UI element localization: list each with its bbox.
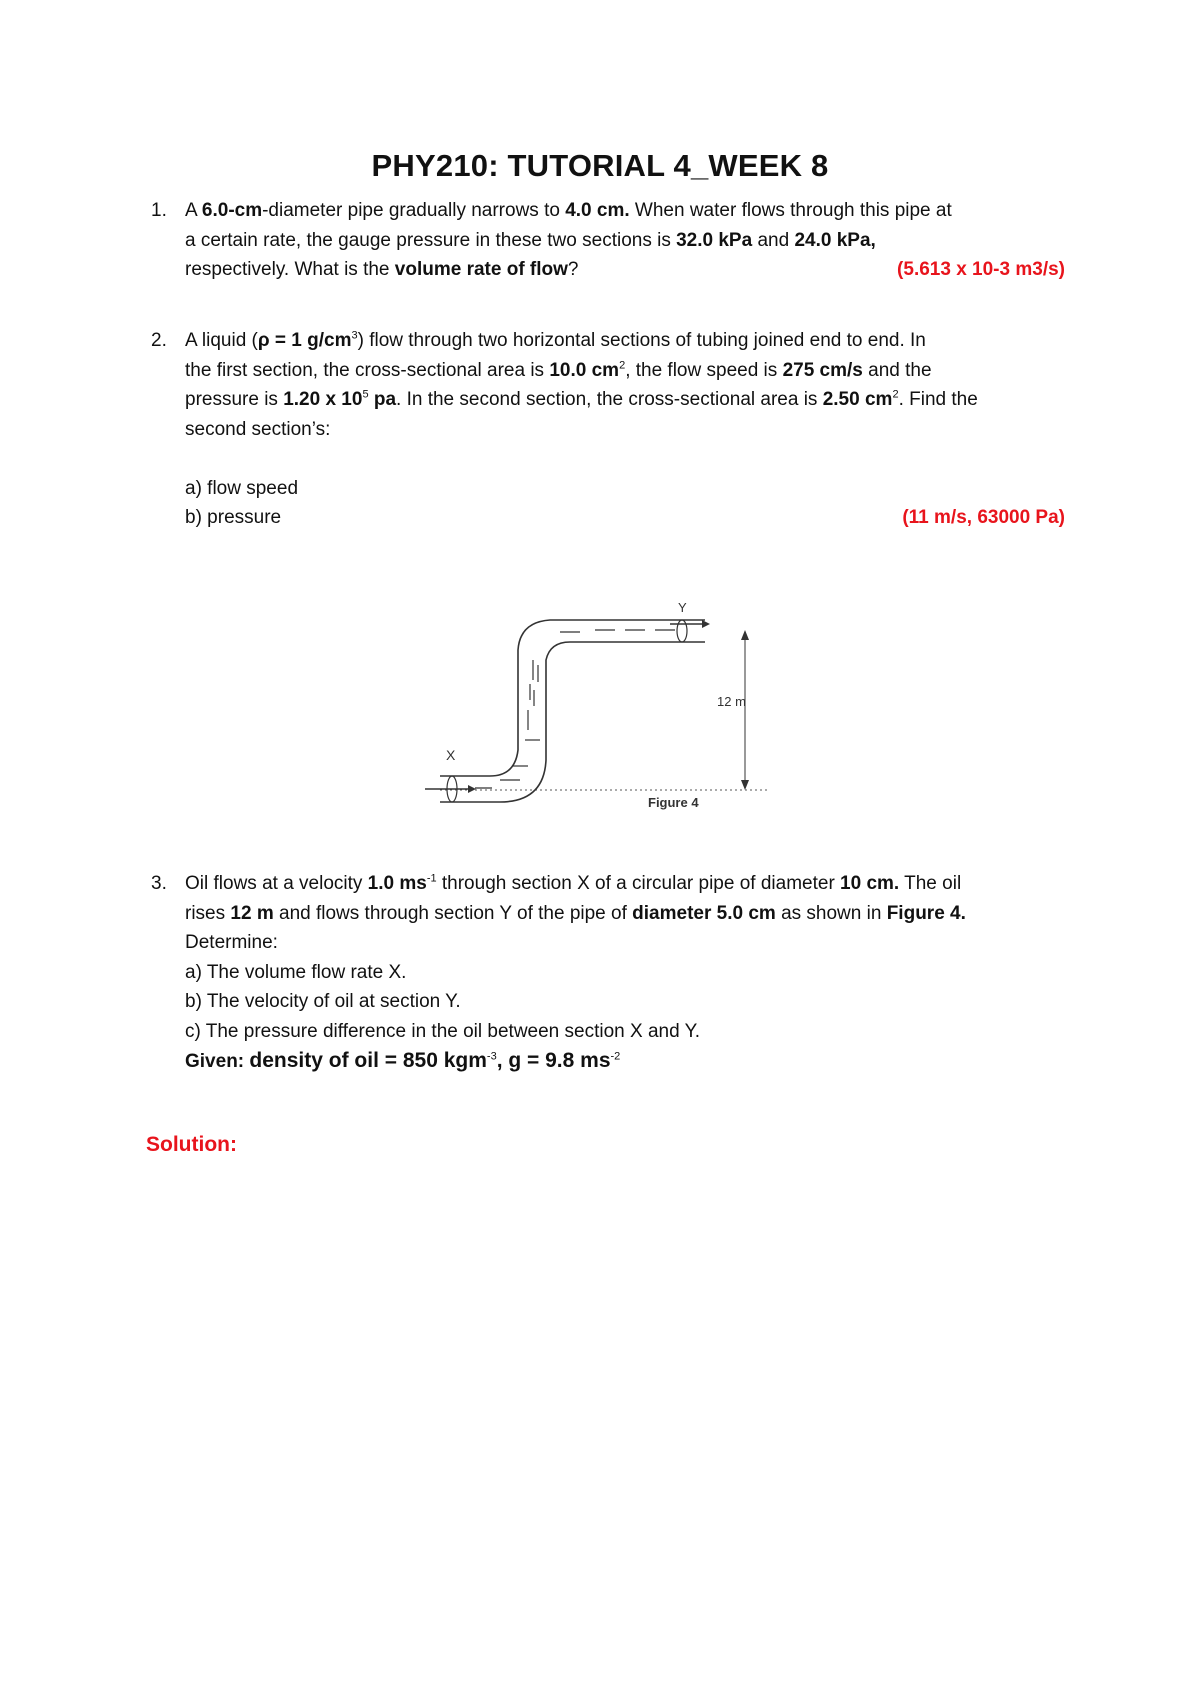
label-x: X: [446, 747, 456, 763]
pipe-lower-wall: [440, 642, 705, 802]
sub-question: a) flow speed: [185, 477, 299, 499]
pipe-upper-wall: [440, 620, 705, 776]
sub-question: a) The volume flow rate X.: [185, 961, 407, 983]
question-line: respectively. What is the volume rate of flow? (5.613 x 10-3 m3/s): [185, 255, 1065, 285]
question-line: rises 12 m and flows through section Y of the pipe of diameter 5.0 cm as shown in Figure 4.: [185, 902, 966, 924]
answer-text: (5.613 x 10-3 m3/s): [897, 259, 1065, 280]
question-line: Oil flows at a velocity 1.0 $ms^{-1}$ through section X of a circular pipe of diameter 10 cm. The oil: [185, 872, 962, 894]
question-1: [151, 196, 1065, 285]
solution-heading: Solution:: [146, 1133, 237, 1156]
question-2: [151, 326, 1065, 533]
question-number: 1.: [151, 200, 167, 221]
page-title: PHY210: TUTORIAL 4_WEEK 8: [371, 148, 829, 183]
question-line: the first section, the cross-sectional area is 10.0 $cm^2$, the flow speed is 275 cm/s and the: [185, 359, 932, 381]
question-3: [151, 869, 1065, 1078]
sub-question: c) The pressure difference in the oil between section X and Y.: [185, 1020, 701, 1042]
question-line: Determine:: [185, 932, 278, 953]
sub-question: b) The velocity of oil at section Y.: [185, 991, 461, 1012]
question-line: second section’s:: [185, 418, 331, 440]
height-label: 12 m: [717, 694, 746, 709]
question-line: a certain rate, the gauge pressure in these two sections is 32.0 kPa and 24.0 kPa,: [185, 229, 876, 251]
label-y: Y: [678, 600, 687, 615]
question-number: 3.: [151, 873, 167, 894]
figure-caption: Figure 4: [648, 795, 699, 810]
question-line: A 6.0-cm-diameter pipe gradually narrows to 4.0 cm. When water flows through this pipe at: [185, 200, 952, 221]
given-line: Given: density of oil = 850 kgm$^{-3}$, g = 9.8 $ms^{-2}$: [185, 1049, 621, 1072]
question-line: pressure is 1.20 x $10^5$ pa. In the second section, the cross-sectional area is 2.50 $cm^2$. Find the: [185, 388, 978, 410]
sub-question: b) pressure (11 m/s, 63000 Pa): [185, 503, 1065, 533]
answer-text: (11 m/s, 63000 Pa): [902, 507, 1065, 528]
question-line: A liquid (ρ = 1 $g/cm^3$) flow through two horizontal sections of tubing joined end to end. In: [185, 329, 926, 351]
question-number: 2.: [151, 330, 167, 351]
pipe-figure: [420, 590, 780, 820]
